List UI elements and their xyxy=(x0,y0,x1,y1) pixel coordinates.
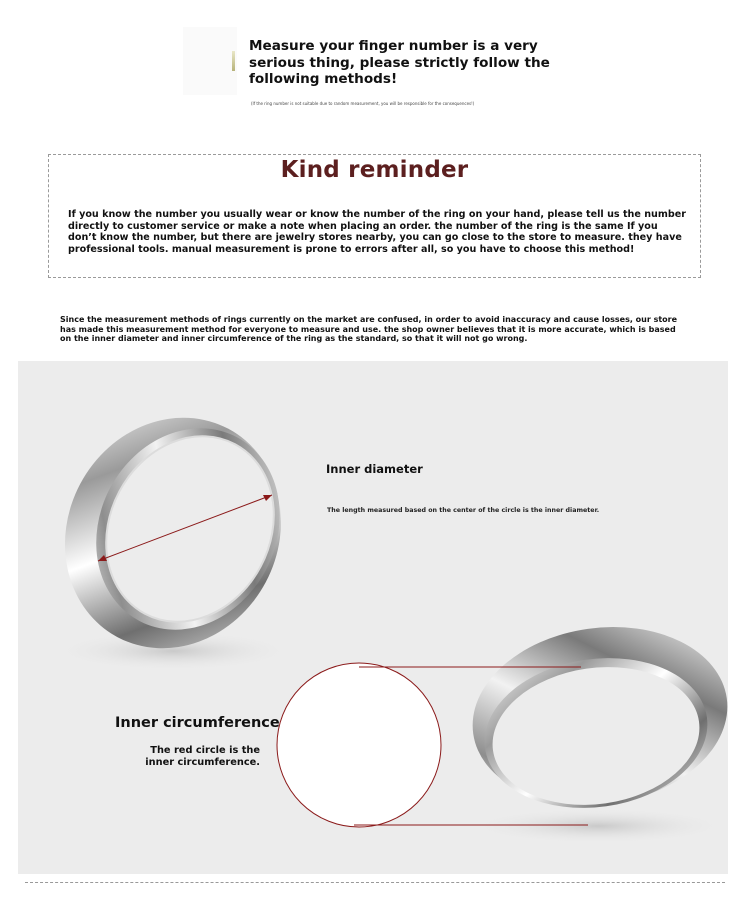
inner-circumference-title: Inner circumference xyxy=(115,715,280,731)
diagram-svg xyxy=(18,361,728,874)
inner-diameter-description: The length measured based on the center of the circle is the inner diameter. xyxy=(327,507,600,514)
page-headline: Measure your finger number is a very serious thing, please strictly follow the following methods! xyxy=(249,38,550,87)
reminder-title: Kind reminder xyxy=(280,157,469,183)
disclaimer-note: (If the ring number is not suitable due to random measurement, you will be responsible for the consequences!) xyxy=(251,101,475,106)
bottom-divider xyxy=(25,882,725,883)
inner-diameter-title: Inner diameter xyxy=(326,462,423,476)
ring-bottom-illustration xyxy=(461,611,728,844)
product-thumbnail xyxy=(183,27,237,95)
reminder-body: If you know the number you usually wear or know the number of the ring on your hand, please tell us the number directly to customer service or make a note when placing an order. the number of the ring is the same If you don’t know the number, but there are jewelry stores nearby, you can go close to the store to measure. they have professional tools. manual measurement is prone to errors after all, so you have to choose this method! xyxy=(68,209,686,255)
intro-paragraph: Since the measurement methods of rings currently on the market are confused, in order to avoid inaccuracy and cause losses, our store has made this measurement method for everyone to measure and use. the shop owner believes that it is more accurate, which is based on the inner diameter and inner circumference of the ring as the standard, so that it will not go wrong. xyxy=(60,315,678,344)
inner-circumference-description: The red circle is the inner circumference. xyxy=(145,745,260,768)
inner-circumference-circle xyxy=(277,663,441,827)
measurement-diagram xyxy=(18,361,728,874)
